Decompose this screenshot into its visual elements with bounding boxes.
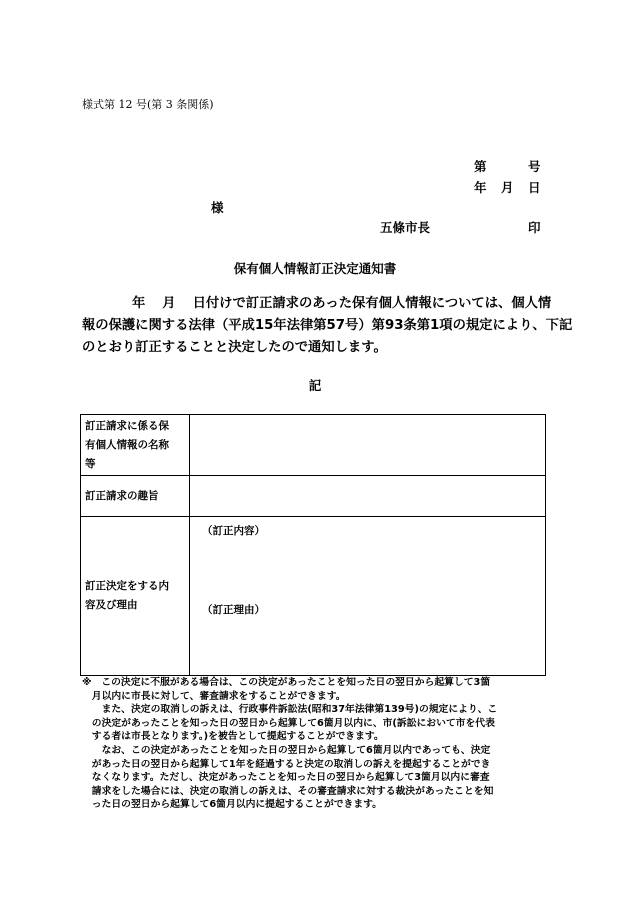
request-purpose-field[interactable] <box>190 476 546 517</box>
body-line-2: 報の保護に関する法律（平成15年法律第57号）第93条第1項の規定により、下記 <box>82 318 573 333</box>
row-label-line: 訂正請求に係る保 <box>85 419 169 432</box>
note-line: する者は市長となります。)を被告として提起することができます。 <box>82 731 384 743</box>
issuer-name: 五條市長 <box>380 220 431 235</box>
document-title: 保有個人情報訂正決定通知書 <box>233 261 397 276</box>
decision-reason-field[interactable] <box>190 517 546 676</box>
row-label-decision-reason <box>81 517 190 676</box>
date-day: 日 <box>528 180 541 195</box>
note-line: なお、この決定があったことを知った日の翌日から起算して6箇月以内であっても、決定 <box>82 744 491 756</box>
note-line: また、決定の取消しの訴えは、行政事件訴訟法(昭和37年法律第139号)の規定により、こ <box>82 704 498 716</box>
date-month: 月 <box>501 180 514 195</box>
row-label-line: 容及び理由 <box>85 599 138 611</box>
row-label-line: 等 <box>85 457 96 470</box>
decision-table <box>80 414 546 676</box>
subject-info-field[interactable] <box>190 415 546 476</box>
body-line-1-text: 日付けで訂正請求のあった保有個人情報については、個人情 <box>192 296 552 311</box>
row-label-line: 有個人情報の名称 <box>85 438 169 451</box>
table-row <box>81 415 546 476</box>
body-paragraph <box>82 293 573 359</box>
table-row <box>81 476 546 517</box>
correction-reason-label: （訂正理由） <box>202 604 265 616</box>
note-line: った日の翌日から起算して6箇月以内に提起することができます。 <box>82 799 382 811</box>
body-line-1 <box>82 293 552 315</box>
note-line: なくなります。ただし、決定があったことを知った日の翌日から起算して3箇月以内に審査 <box>82 772 490 784</box>
row-label-subject-info <box>81 415 190 476</box>
note-line: があった日の翌日から起算して1年を経過すると決定の取消しの訴えを提起することができ <box>82 758 491 770</box>
correction-content-label: （訂正内容） <box>202 525 265 537</box>
note-line: 請求をした場合には、決定の取消しの訴えは、その審査請求に対する裁決があったことを知 <box>82 785 494 797</box>
notes-section <box>82 676 552 812</box>
note-line: の決定があったことを知った日の翌日から起算して6箇月以内に、市(訴訟において市を代表 <box>82 717 495 729</box>
date-year: 年 <box>474 180 487 195</box>
row-label-request-purpose <box>81 476 190 517</box>
row-label-line: 訂正請求の趣旨 <box>85 489 159 502</box>
form-number: 様式第 12 号(第 3 条関係) <box>82 98 214 111</box>
addressee-suffix: 様 <box>211 200 224 215</box>
body-line-3: のとおり訂正することと決定したので通知します。 <box>82 340 387 355</box>
row-label-line: 訂正決定をする内 <box>85 580 169 592</box>
note-line: ※ この決定に不服がある場合は、この決定があったことを知った日の翌日から起算して3箇 <box>82 677 491 688</box>
number-go: 号 <box>528 159 541 174</box>
body-month: 月 <box>162 296 176 311</box>
seal-mark: 印 <box>528 220 541 235</box>
table-row <box>81 517 546 676</box>
note-line: 月以内に市長に対して、審査請求をすることができます。 <box>82 690 346 702</box>
number-dai: 第 <box>474 159 487 174</box>
body-year: 年 <box>132 296 146 311</box>
ki-heading: 記 <box>308 378 322 393</box>
